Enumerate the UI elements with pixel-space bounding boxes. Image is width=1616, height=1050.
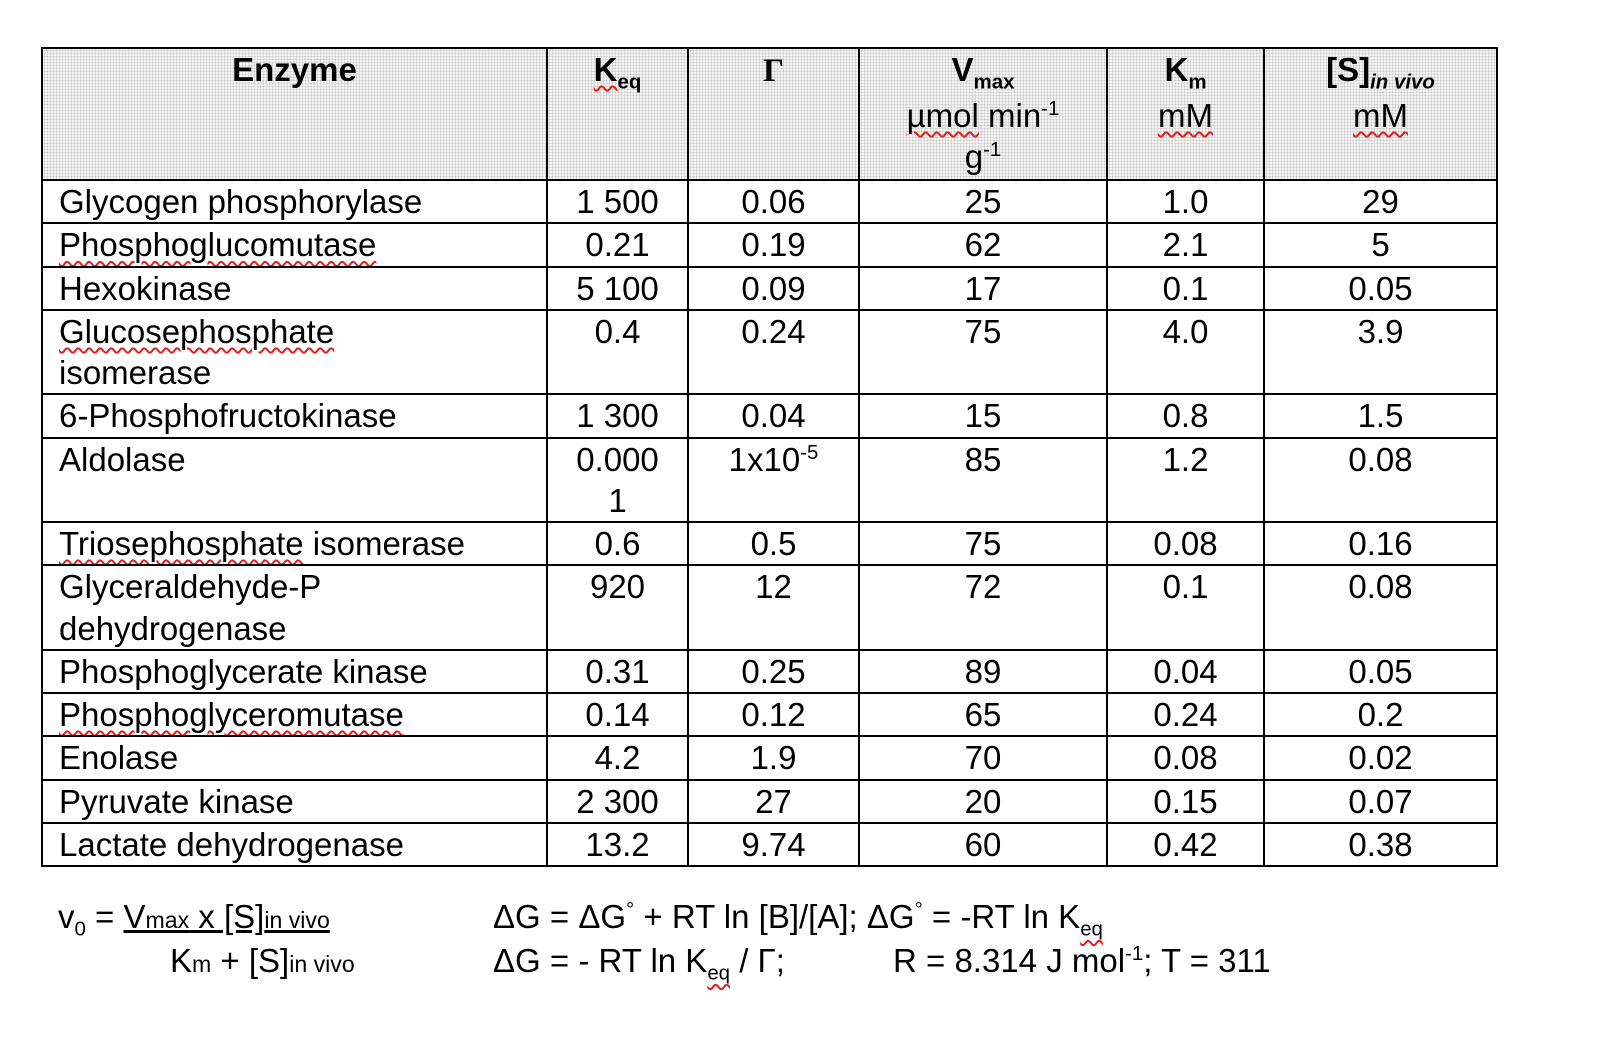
vmax-cell: 75	[859, 522, 1107, 565]
s-in-vivo-cell: 1.5	[1264, 394, 1497, 437]
header-vmax: $V_{max}$ µmol $\min^{-1}$ $g^{-1}$	[859, 48, 1107, 180]
header-km: $K_m$ mM	[1107, 48, 1264, 180]
km-cell: 0.24	[1107, 693, 1264, 736]
vmax-cell: 15	[859, 394, 1107, 437]
s-in-vivo-cell: 0.08	[1264, 565, 1497, 650]
enzyme-name-cell	[42, 310, 547, 395]
table-row	[42, 310, 1497, 395]
gamma-cell: 0.04	[688, 394, 859, 437]
header-enzyme: Enzyme	[42, 48, 547, 180]
km-cell: 0.04	[1107, 650, 1264, 693]
header-keq: $K_{eq}$	[547, 48, 688, 180]
enzyme-name-cell	[42, 394, 547, 437]
km-cell: 0.1	[1107, 267, 1264, 310]
vmax-cell: 72	[859, 565, 1107, 650]
table-row	[42, 223, 1497, 266]
gamma-cell: 0.25	[688, 650, 859, 693]
s-in-vivo-cell: 0.05	[1264, 267, 1497, 310]
delta-g-formula-2: ΔG = - RT $\ln K_{eq}$ / Γ;	[493, 942, 785, 985]
km-cell: 1.0	[1107, 180, 1264, 223]
keq-cell: 13.2	[547, 823, 688, 866]
v0-formula-denominator: Km + [S]in vivo	[170, 942, 355, 979]
table-row	[42, 780, 1497, 823]
header-s-in-vivo: $[S]_{in vivo}$ mM	[1264, 48, 1497, 180]
table-row	[42, 522, 1497, 565]
header-gamma: Γ	[688, 48, 859, 180]
s-in-vivo-cell: 0.07	[1264, 780, 1497, 823]
gamma-cell: 0.5	[688, 522, 859, 565]
vmax-cell: 65	[859, 693, 1107, 736]
vmax-cell: 70	[859, 736, 1107, 779]
enzyme-name-cell	[42, 780, 547, 823]
enzyme-name: Glyceraldehyde-P	[59, 568, 322, 606]
v0-formula-numerator: $v_0 = Vmax$ x [S]in vivo	[58, 898, 330, 941]
table-row	[42, 650, 1497, 693]
s-in-vivo-cell: 29	[1264, 180, 1497, 223]
gamma-cell: 0.24	[688, 310, 859, 395]
vmax-cell: 60	[859, 823, 1107, 866]
delta-g-formula-1: ΔG = ΔG° + RT ln [B]/[A]; ΔG° = -RT $\ln K_{eq}$	[493, 898, 1103, 941]
enzyme-name: Phosphoglycerate kinase	[59, 652, 428, 690]
km-cell: 1.2	[1107, 438, 1264, 523]
km-cell: 0.1	[1107, 565, 1264, 650]
keq-cell: 1 300	[547, 394, 688, 437]
table-row	[42, 438, 1497, 523]
s-in-vivo-cell: 0.38	[1264, 823, 1497, 866]
table-row	[42, 736, 1497, 779]
vmax-cell: 89	[859, 650, 1107, 693]
km-cell: 4.0	[1107, 310, 1264, 395]
s-in-vivo-cell: 0.16	[1264, 522, 1497, 565]
km-cell: 0.8	[1107, 394, 1264, 437]
gamma-cell: $1x10^{-5}$	[688, 438, 859, 523]
enzyme-name: Aldolase	[59, 440, 186, 478]
enzyme-name: Hexokinase	[59, 269, 232, 307]
s-in-vivo-cell: 0.2	[1264, 693, 1497, 736]
enzyme-name: Glycogen phosphorylase	[59, 183, 423, 220]
enzyme-name: Triosephosphate	[59, 525, 304, 562]
enzyme-name: Phosphoglucomutase	[59, 226, 377, 264]
enzyme-name: 6-Phosphofructokinase	[59, 397, 397, 435]
s-in-vivo-cell: 0.08	[1264, 438, 1497, 523]
table-row	[42, 394, 1497, 437]
enzyme-name-cell	[42, 522, 547, 565]
keq-cell: 0.14	[547, 693, 688, 736]
vmax-cell: 75	[859, 310, 1107, 395]
gamma-cell: 9.74	[688, 823, 859, 866]
keq-cell: 4.2	[547, 736, 688, 779]
table-row	[42, 565, 1497, 650]
enzyme-name-cell	[42, 650, 547, 693]
keq-cell: 0.4	[547, 310, 688, 395]
enzyme-name-cell	[42, 823, 547, 866]
table-row	[42, 267, 1497, 310]
s-in-vivo-cell: 3.9	[1264, 310, 1497, 395]
constants-formula: R = 8.314 J mol$^{-1}$; T = 311	[893, 942, 1271, 979]
enzyme-name-cell	[42, 223, 547, 266]
gamma-cell: 12	[688, 565, 859, 650]
gamma-cell: 27	[688, 780, 859, 823]
keq-cell: 2 300	[547, 780, 688, 823]
enzyme-name-cont: dehydrogenase	[59, 609, 287, 647]
keq-cell: 0.31	[547, 650, 688, 693]
table-row	[42, 693, 1497, 736]
vmax-cell: 85	[859, 438, 1107, 523]
enzyme-name: Phosphoglyceromutase	[59, 696, 404, 733]
keq-cell: 1 500	[547, 180, 688, 223]
km-cell: 2.1	[1107, 223, 1264, 266]
s-in-vivo-cell: 0.05	[1264, 650, 1497, 693]
enzyme-name-cell	[42, 180, 547, 223]
s-in-vivo-cell: 0.02	[1264, 736, 1497, 779]
enzyme-name: Pyruvate kinase	[59, 782, 294, 820]
km-cell: 0.08	[1107, 522, 1264, 565]
gamma-cell: 0.19	[688, 223, 859, 266]
km-cell: 0.15	[1107, 780, 1264, 823]
km-cell: 0.08	[1107, 736, 1264, 779]
keq-cell: 5 100	[547, 267, 688, 310]
keq-cell: 0.000 1	[547, 438, 688, 523]
enzyme-name: Enolase	[59, 739, 179, 777]
km-cell: 0.42	[1107, 823, 1264, 866]
enzyme-kinetics-table	[41, 47, 1498, 867]
s-in-vivo-cell: 5	[1264, 223, 1497, 266]
table-row	[42, 180, 1497, 223]
vmax-cell: 17	[859, 267, 1107, 310]
gamma-cell: 0.06	[688, 180, 859, 223]
enzyme-name-cell	[42, 565, 547, 650]
enzyme-name-cont: isomerase	[303, 525, 465, 562]
enzyme-name-cell	[42, 267, 547, 310]
gamma-cell: 1.9	[688, 736, 859, 779]
enzyme-name-cont: isomerase	[59, 354, 212, 391]
vmax-cell: 62	[859, 223, 1107, 266]
table-row	[42, 823, 1497, 866]
vmax-cell: 20	[859, 780, 1107, 823]
gamma-cell: 0.12	[688, 693, 859, 736]
enzyme-name-cell	[42, 693, 547, 736]
keq-cell: 920	[547, 565, 688, 650]
keq-cell: 0.6	[547, 522, 688, 565]
gamma-cell: 0.09	[688, 267, 859, 310]
keq-cell: 0.21	[547, 223, 688, 266]
enzyme-name: Lactate dehydrogenase	[59, 825, 404, 863]
enzyme-name: Glucosephosphate	[59, 312, 335, 350]
table-header-row	[42, 48, 1497, 180]
enzyme-name-cell	[42, 438, 547, 523]
vmax-cell: 25	[859, 180, 1107, 223]
enzyme-name-cell	[42, 736, 547, 779]
